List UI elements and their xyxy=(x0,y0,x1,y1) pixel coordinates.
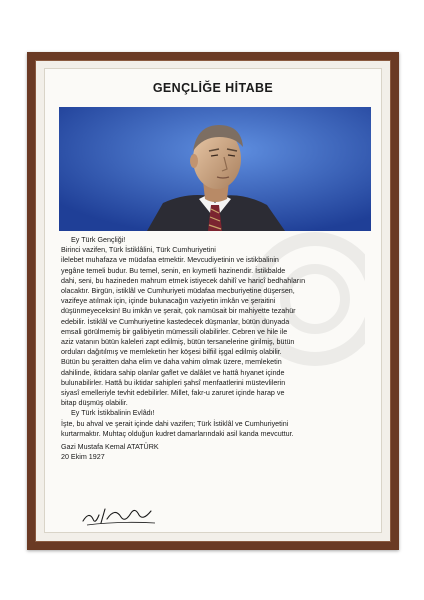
text-line: Ey Türk İstikbalinin Evlâdı! xyxy=(71,409,155,418)
text-line: bitap düşmüş olabilir. xyxy=(61,399,128,408)
document-paper xyxy=(44,68,382,533)
text-line: yegâne temeli budur. Bu temel, senin, en kıymetli hazinendir. İstikbalde xyxy=(61,266,286,275)
text-line: ilelebet muhafaza ve müdafaa etmektir. Mevcudiyetinin ve istikbalinin xyxy=(61,256,279,265)
picture-frame xyxy=(27,52,399,550)
text-line: bulunabilirler. Hattâ bu iktidar sahipleri şahsî menfaatlerini müstevlilerin xyxy=(61,378,286,387)
text-line: vazifeye atılmak için, içinde bulunacağın vaziyetin imkân ve şeraitini xyxy=(61,297,276,306)
text-line: dahilinde, iktidara sahip olanlar gaflet ve dalâlet ve hattâ hıyanet içinde xyxy=(61,368,285,377)
portrait-photo xyxy=(59,107,371,231)
text-line: dahi, seni, bu hazineden mahrum etmek istiyecek dahilî ve haricî bedhahların xyxy=(61,276,306,285)
author-name: Gazi Mustafa Kemal ATATÜRK xyxy=(61,443,159,452)
speech-text xyxy=(61,235,371,462)
text-line: aziz vatanın bütün kaleleri zapt edilmiş, bütün tersanelerine girilmiş, bütün xyxy=(61,338,295,347)
text-line: düşünmeyeceksin! Bu imkân ve şerait, çok namüsait bir mahiyette tezahür xyxy=(61,307,296,316)
text-line: İşte, bu ahval ve şerait içinde dahi vazifen; Türk İstiklâl ve Cumhuriyetini xyxy=(61,419,289,428)
portrait-illustration xyxy=(59,107,371,231)
signature-image xyxy=(79,501,159,529)
document-title: GENÇLİĞE HİTABE xyxy=(152,81,274,95)
speech-date: 20 Ekim 1927 xyxy=(61,453,105,462)
text-line: edebilir. İstiklâl ve Cumhuriyetine kastedecek düşmanlar, bütün dünyada xyxy=(61,317,290,326)
text-line: Bütün bu şeraitten daha elim ve daha vahim olmak üzere, memleketin xyxy=(61,358,282,367)
text-line: emsali görülmemiş bir galibiyetin mümessili olabilirler. Cebren ve hile ile xyxy=(61,327,288,336)
text-line: Birinci vazifen, Türk İstiklâlini, Türk Cumhuriyetini xyxy=(61,246,216,255)
text-line: olacaktır. Birgün, istiklâl ve Cumhuriyeti müdafaa mecburiyetine düşersen, xyxy=(61,287,295,296)
text-line: kurtarmaktır. Muhtaç olduğun kudret damarlarındaki asil kanda mevcuttur. xyxy=(61,429,294,438)
text-line: Ey Türk Gençliği! xyxy=(71,236,126,244)
text-line: orduları dağıtılmış ve memleketin her köşesi bilfiil işgal edilmiş olabilir. xyxy=(61,348,282,357)
text-line: siyasî emelleriyle tevhit edebilirler. Millet, fakr-u zaruret içinde harap ve xyxy=(61,389,285,398)
frame-mat xyxy=(35,60,391,542)
